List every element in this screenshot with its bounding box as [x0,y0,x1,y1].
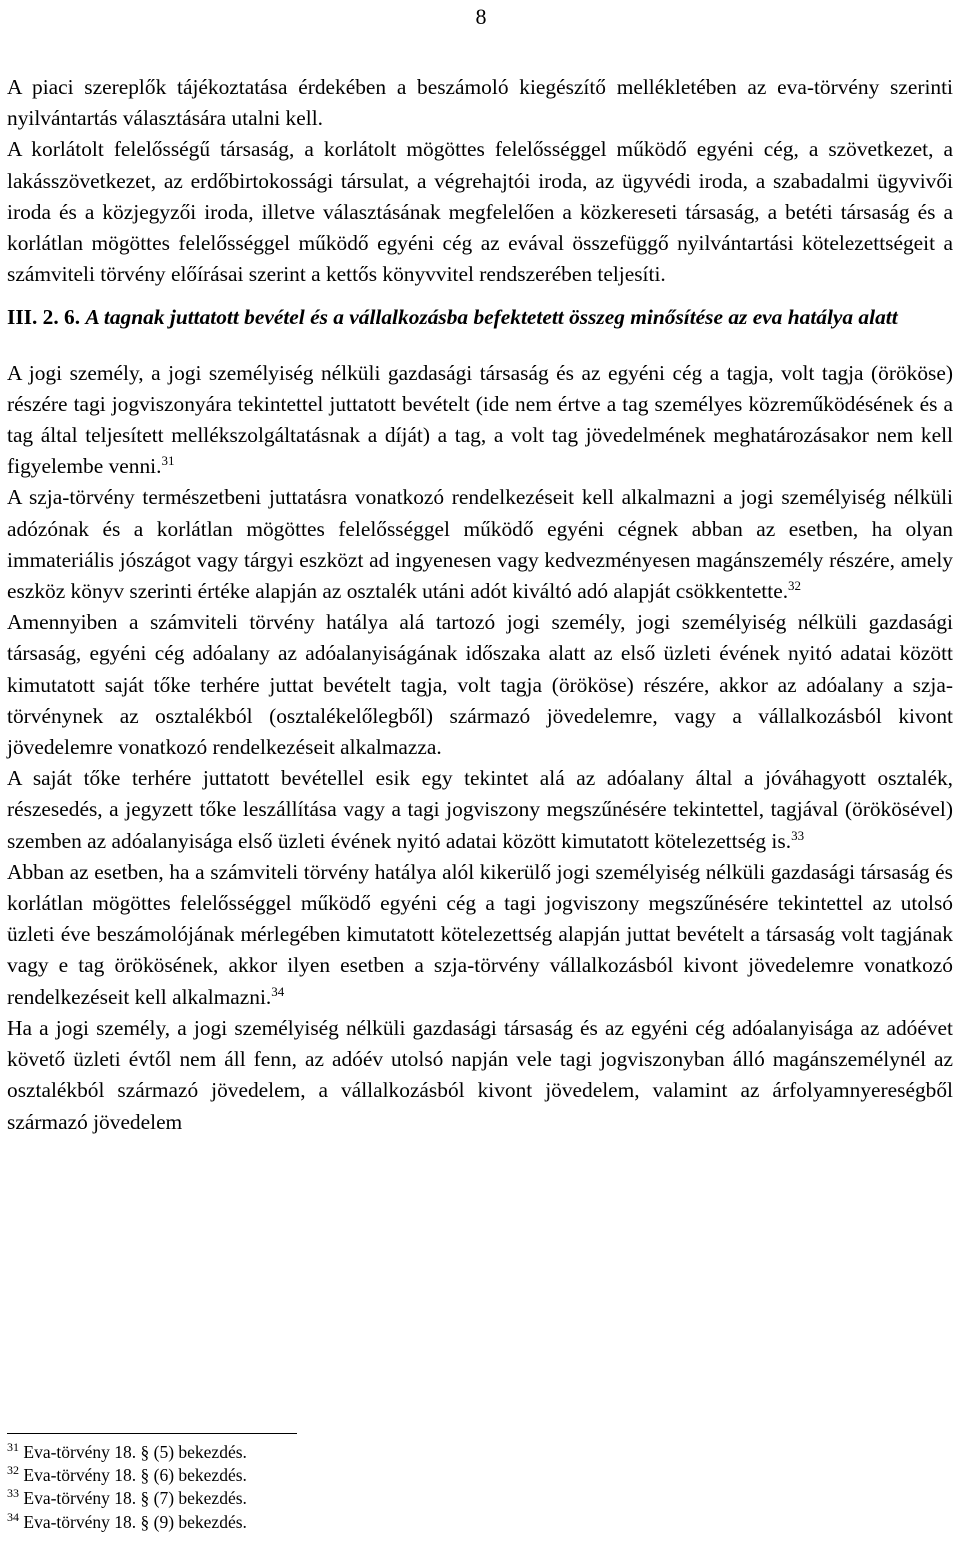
footnote-number: 34 [7,1509,19,1524]
footnote-ref-34[interactable]: 34 [271,983,285,999]
footnote-ref-33[interactable]: 33 [791,827,805,843]
section-paragraph-5 [7,857,953,1013]
footnote-number: 33 [7,1486,19,1501]
footnote-text: Eva-törvény 18. § (7) bekezdés. [23,1488,247,1509]
footnote-number: 32 [7,1463,19,1478]
footnotes [7,1441,607,1534]
footnote-number: 31 [7,1440,19,1455]
section-paragraph-4-text: A saját tőke terhére juttatott bevétellel esik egy tekintet alá az adóalany által a jóváhagyott osztalék, részesedés, a jegyzett tőke leszállítása vagy a tagi jogviszony megszűnésére tekintettel, tagjával (örökösével) szemben az adóalanyisága első üzleti évének nyitó adatai között kimutatott kötelezettség is. [7,766,953,853]
section-spacer [7,334,953,358]
footnote-32 [7,1464,607,1487]
intro-paragraph-2: A korlátolt felelősségű társaság, a korlátolt mögöttes felelősséggel működő egyéni cég, a szövetkezet, a lakásszövetkezet, az erdőbirtokossági társulat, a végrehajtói iroda, az ügyvédi iroda, a szabadalmi ügyvivői iroda és a közjegyzői iroda, illetve választásának megfelelően a közkereseti társaság, a betéti társaság és a korlátlan mögöttes felelősséggel működő egyéni cég az evával összefüggő nyilvántartási kötelezettségeit a számviteli törvény előírásai szerint a kettős könyvvitel rendszerében teljesíti. [7,137,953,287]
footnote-text: Eva-törvény 18. § (9) bekezdés. [23,1511,247,1532]
footnote-31 [7,1441,607,1464]
section-paragraph-4 [7,763,953,857]
footnote-text: Eva-törvény 18. § (5) bekezdés. [23,1442,247,1462]
footnote-33 [7,1487,607,1510]
footnote-ref-31[interactable]: 31 [161,453,175,469]
footnote-divider [7,1433,297,1434]
section-heading [7,302,953,333]
page-body [7,72,953,1138]
section-paragraph-3: Amennyiben a számviteli törvény hatálya alá tartozó jogi személy, jogi személyiség nélküli gazdasági társaság, egyéni cég adóalany az adóalanyiságának időszaka alatt az első üzleti évének nyitó adatai között kimutatott saját tőke terhére juttat bevételt tagja, volt tagja (örököse) részére, akkor az adóalany a szja-törvénynek az osztalékból (osztalékelőlegből) származó jövedelemre, vagy a vállalkozásból kivont jövedelemre vonatkozó rendelkezéseit alkalmazza. [7,610,953,760]
footnote-34 [7,1511,607,1534]
section-number: III. 2. 6. [7,305,81,330]
footnote-ref-32[interactable]: 32 [788,577,802,593]
section-paragraph-5-text: Abban az esetben, ha a számviteli törvény hatálya alól kikerülő jogi személyiség nélküli gazdasági társaság és korlátlan mögöttes felelősséggel működő egyéni cég a tagi jogviszony megszűnésére tekintettel az utolsó üzleti éve beszámolójának mérlegében kimutatott kötelezettség alapján juttat bevételt a társaság volt tagjának vagy e tag örökösének, akkor ilyen esetben a szja-törvény vállalkozásból kivont jövedelemre vonatkozó rendelkezéseit kell alkalmazni. [7,859,953,1009]
intro-paragraph-1: A piaci szereplők tájékoztatása érdekében a beszámoló kiegészítő mellékletében az eva-törvény szerinti nyilvántartás választására utalni kell. [7,75,953,131]
section-title: A tagnak juttatott bevétel és a vállalkozásba befektetett összeg minősítése az eva hatálya alatt [85,305,898,330]
section-paragraph-1-text: A jogi személy, a jogi személyiség nélküli gazdasági társaság és az egyéni cég a tagja, volt tagja (örököse) részére tagi jogviszonyára tekintettel juttatott bevételt (ide nem értve a tag személyes közreműködésének és a tag által teljesített mellékszolgáltatásnak a díját) a tag, a volt tag jövedelmének meghatározásakor nem kell figyelembe venni. [7,360,953,479]
section-paragraph-1 [7,358,953,483]
section-paragraph-2 [7,482,953,607]
footnote-text: Eva-törvény 18. § (6) bekezdés. [23,1465,247,1486]
section-paragraph-2-text: A szja-törvény természetbeni juttatásra vonatkozó rendelkezéseit kell alkalmazni a jogi személyiség nélküli adózónak és a korlátlan mögöttes felelősséggel működő egyéni cégnek abban az esetben, ha olyan immateriális jószágot vagy tárgyi eszközt ad ingyenesen vagy kedvezményesen magánszemély részére, amely eszköz könyv szerinti értéke alapján az osztalék utáni adót kiváltó adó alapját csökkentette. [7,485,953,604]
page-number: 8 [475,4,487,29]
section-paragraph-6: Ha a jogi személy, a jogi személyiség nélküli gazdasági társaság és az egyéni cég adóalanyisága az adóévet követő üzleti évtől nem áll fenn, az adóév utolsó napján vele tagi jogviszonyban álló magánszemélynél az osztalékból származó jövedelem, a vállalkozásból kivont jövedelem, valamint az árfolyamnyereségből származó jövedelem [7,1015,953,1134]
